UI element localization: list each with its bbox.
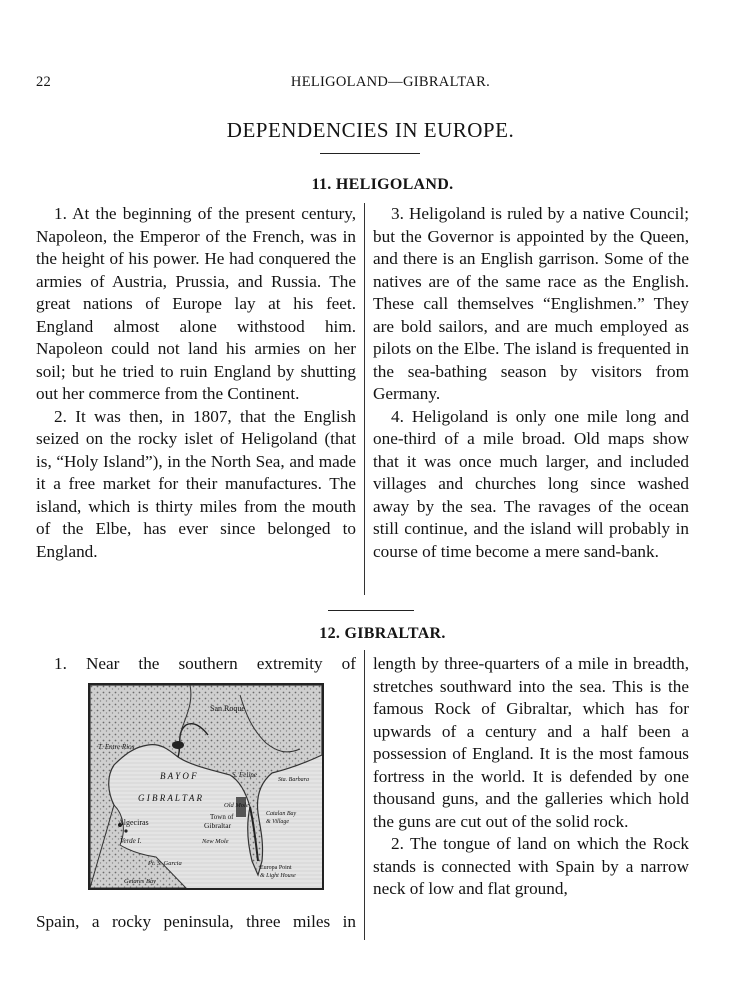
map-label-gibraltar-bay: G I B R A L T A R [138, 793, 203, 803]
map-label-town-gibraltar: Gibraltar [204, 821, 232, 830]
map-label-new-mole: New Mole [202, 838, 229, 845]
gibraltar-map-drawing [90, 685, 322, 888]
map-label-san-roque: San Roque [210, 704, 245, 713]
section-title: DEPENDENCIES IN EUROPE. [226, 118, 515, 142]
heligoland-left-column [36, 203, 356, 563]
column-divider-heligoland [364, 203, 365, 595]
heligoland-paragraph-4: 4. Heligoland is only one mile long and one-third of a mile broad. Old maps show that it was once much larger, and included villages and churches long since washed away by the sea. The ravages of the ocean still continue, and the island will probably in course of time become a mere sand-bank. [373, 406, 689, 561]
column-divider-gibraltar [364, 650, 365, 940]
map-label-garcia: Pt. S. Garcia [148, 860, 182, 867]
gibraltar-left-intro [36, 653, 356, 676]
running-title: HELIGOLAND—GIBRALTAR. [290, 74, 491, 90]
map-label-verde: Verde I. [120, 837, 142, 845]
page-number: 22 [36, 74, 52, 90]
gibraltar-heading: 12. GIBRALTAR. [319, 625, 446, 642]
heligoland-paragraph-2: 2. It was then, in 1807, that the English seized on the rocky islet of Heligoland (that is, “Holy Island”), in the North Sea, and made it a free market for their manufactures. The island, which is thirty miles from the mouth of the Elbe, has ever since belonged to England. [36, 406, 356, 561]
gibraltar-right-column [373, 653, 689, 901]
map-label-lighthouse: & Light House [260, 873, 296, 879]
map-label-entre-rios: T. Entre Rios [98, 743, 135, 751]
map-label-old-mole: Old Mole [224, 802, 249, 809]
heligoland-right-column [373, 203, 689, 563]
gibraltar-paragraph-1-continued: Spain, a rocky peninsula, three miles in [36, 912, 356, 931]
heligoland-paragraph-1: 1. At the beginning of the present century, Napoleon, the Emperor of the French, was in the height of his power. He had conquered the armies of Austria, Prussia, and Russia. The great nations of Europe lay at his feet. England almost alone withstood him. Napoleon could not land his armies on her soil; but he tried to ruin England by shutting out her commerce from the Continent. [36, 204, 356, 403]
gibraltar-paragraph-1-start: 1. Near the southern extremity of [54, 654, 356, 673]
heligoland-heading: 11. HELIGOLAND. [311, 176, 454, 193]
map-label-bay-of: B A Y O F [160, 771, 197, 781]
map-label-felipe: S. Felipe [232, 771, 257, 779]
gibraltar-paragraph-2: 2. The tongue of land on which the Rock stands is connected with Spain by a narrow neck of low and flat ground, [373, 834, 689, 898]
map-label-barbara: Sta. Barbara [278, 777, 310, 783]
section-rule [328, 610, 414, 611]
heligoland-paragraph-3: 3. Heligoland is ruled by a native Council; but the Governor is appointed by the Queen, and there is an English garrison. Some of the natives are of the same race as the English. These call themselves “Englishmen.” They are bold sailors, and are much employed as pilots on the Elbe. The island is frequented in the sea-bathing season by visitors from Germany. [373, 204, 689, 403]
map-label-town-of: Town of [210, 813, 234, 821]
gibraltar-map [88, 683, 324, 890]
gibraltar-paragraph-1-end: length by three-quarters of a mile in breadth, stretches southward into the sea. This is the famous Rock of Gibraltar, which has for upwards of a century and a half been a possession of England. It is the most famous fortress in the world. It is defended by one thousand guns, and the galleries which hold the guns are cut out of the solid rock. [373, 654, 689, 831]
title-rule [320, 153, 420, 154]
gibraltar-left-after-map [36, 911, 356, 934]
map-label-catalan-bay: Catalan Bay [266, 811, 297, 817]
map-label-europa-point: Europa Point [260, 865, 292, 871]
map-label-getares-bay: Getares Bay [124, 878, 157, 885]
map-label-algeciras: Algeciras [118, 818, 149, 827]
running-head [0, 74, 741, 96]
map-label-catalan-village: & Village [266, 819, 290, 825]
